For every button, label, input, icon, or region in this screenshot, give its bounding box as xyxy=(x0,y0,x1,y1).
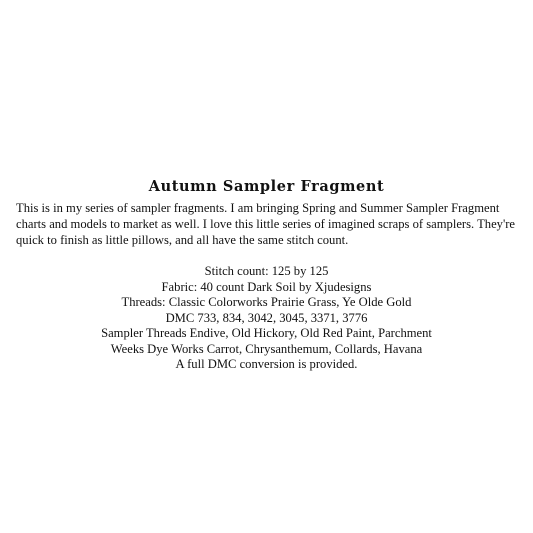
sampler-threads-line: Sampler Threads Endive, Old Hickory, Old Red Paint, Parchment xyxy=(101,326,432,340)
intro-paragraph: This is in my series of sampler fragments. I am bringing Spring and Summer Sampler Fragment charts and models to market as well. I love this little series of imagined scraps of samplers. They're quick to finish as little pillows, and all have the same stitch count. xyxy=(16,201,516,247)
dmc-line: DMC 733, 834, 3042, 3045, 3371, 3776 xyxy=(165,310,368,325)
document-body xyxy=(16,178,517,373)
details-block xyxy=(16,264,517,373)
fabric-line: Fabric: 40 count Dark Soil by Xjudesigns xyxy=(161,279,372,294)
stitch-count-line: Stitch count: 125 by 125 xyxy=(204,264,329,278)
threads-line: Threads: Classic Colorworks Prairie Grass, Ye Olde Gold xyxy=(121,295,412,309)
document-title: Autumn Sampler Fragment xyxy=(148,178,385,195)
weeks-dye-works-line: Weeks Dye Works Carrot, Chrysanthemum, Collards, Havana xyxy=(110,341,423,356)
dmc-conversion-line: A full DMC conversion is provided. xyxy=(175,357,358,371)
